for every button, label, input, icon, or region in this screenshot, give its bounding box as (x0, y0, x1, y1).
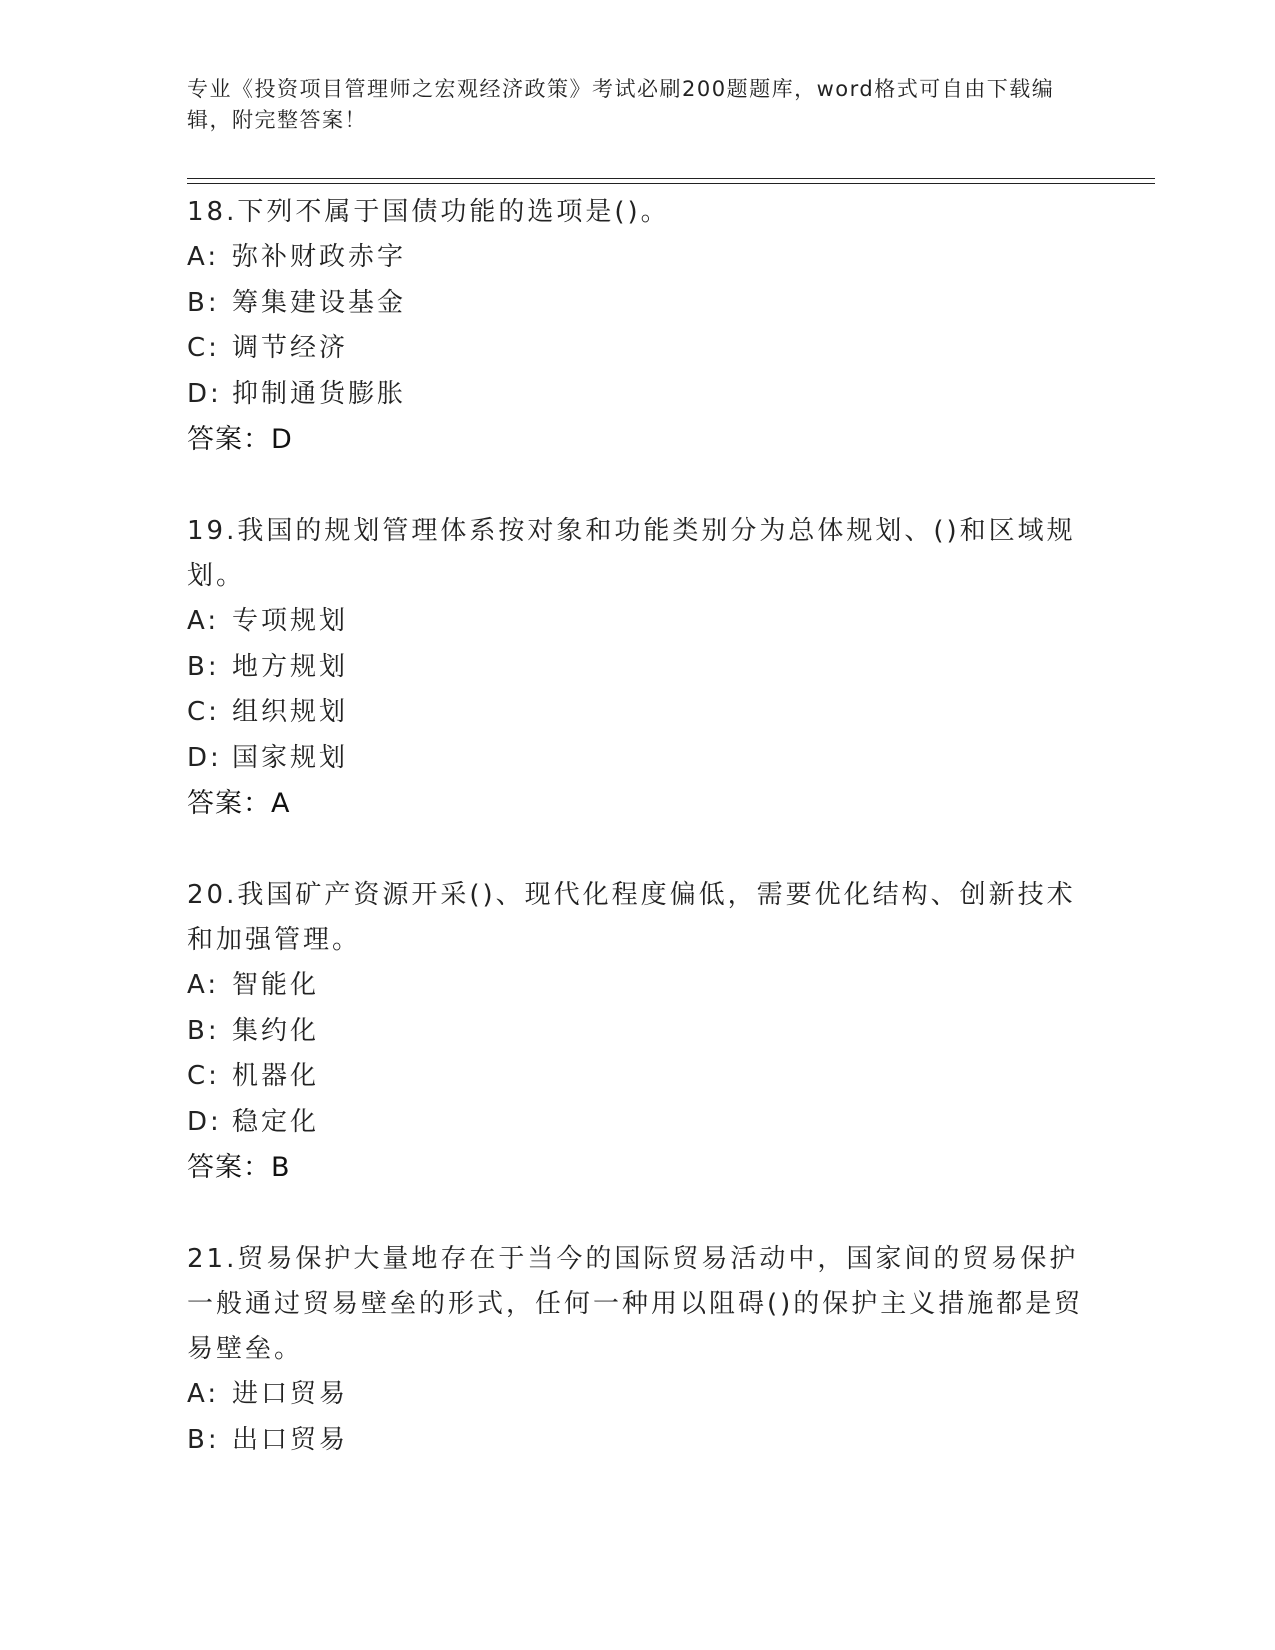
answer-line: 答案：D (187, 424, 293, 455)
answer-line: 答案：A (187, 788, 291, 819)
question-stem: 21.贸易保护大量地存在于当今的国际贸易活动中，国家间的贸易保护一般通过贸易壁垒的形式，任何一种用以阻碍()的保护主义措施都是贸易壁垒。 (187, 1244, 1084, 1364)
option-key: A: (187, 970, 220, 1000)
option-text: 国家规划 (232, 742, 349, 773)
option-text: 集约化 (232, 1015, 320, 1046)
question-20 (187, 873, 1087, 1191)
option-c (187, 326, 1087, 372)
option-key: A: (187, 1379, 220, 1409)
option-text: 智能化 (232, 970, 320, 1000)
option-key: D: (187, 378, 222, 409)
document-header: 专业《投资项目管理师之宏观经济政策》考试必刷200题题库，word格式可自由下载编辑，附完整答案！ (187, 77, 1055, 132)
option-a (187, 963, 1087, 1009)
option-a (187, 599, 1087, 645)
option-text: 调节经济 (232, 333, 349, 363)
question-19 (187, 509, 1087, 827)
option-key: B: (187, 1015, 220, 1046)
question-stem: 18.下列不属于国债功能的选项是()。 (187, 197, 670, 227)
option-a (187, 1372, 1087, 1418)
option-b (187, 281, 1087, 327)
option-key: B: (187, 287, 220, 318)
option-text: 弥补财政赤字 (232, 242, 407, 272)
option-d (187, 736, 1087, 782)
option-text: 机器化 (232, 1061, 320, 1091)
option-b (187, 645, 1087, 691)
option-key: D: (187, 1106, 222, 1137)
option-text: 组织规划 (232, 697, 349, 727)
option-d (187, 1100, 1087, 1146)
option-key: C: (187, 333, 220, 363)
option-key: C: (187, 697, 220, 727)
option-key: B: (187, 651, 220, 682)
question-stem: 20.我国矿产资源开采()、现代化程度偏低，需要优化结构、创新技术和加强管理。 (187, 880, 1076, 955)
question-list (187, 190, 1087, 1509)
question-21 (187, 1237, 1087, 1463)
option-key: B: (187, 1424, 220, 1455)
option-b (187, 1418, 1087, 1464)
option-text: 抑制通货膨胀 (232, 378, 407, 409)
option-text: 地方规划 (232, 651, 349, 682)
option-b (187, 1009, 1087, 1055)
option-text: 筹集建设基金 (232, 287, 407, 318)
header-rule-bottom (187, 183, 1155, 184)
option-c (187, 1054, 1087, 1100)
option-a (187, 235, 1087, 281)
option-key: C: (187, 1061, 220, 1091)
option-text: 出口贸易 (232, 1424, 349, 1455)
question-18 (187, 190, 1087, 463)
option-c (187, 690, 1087, 736)
option-key: A: (187, 606, 220, 636)
option-text: 进口贸易 (232, 1379, 349, 1409)
answer-line: 答案：B (187, 1152, 291, 1183)
option-d (187, 372, 1087, 418)
option-text: 专项规划 (232, 606, 349, 636)
option-key: D: (187, 742, 222, 773)
option-key: A: (187, 242, 220, 272)
header-rule-top (187, 178, 1155, 179)
option-text: 稳定化 (232, 1106, 320, 1137)
question-stem: 19.我国的规划管理体系按对象和功能类别分为总体规划、()和区域规划。 (187, 516, 1076, 591)
